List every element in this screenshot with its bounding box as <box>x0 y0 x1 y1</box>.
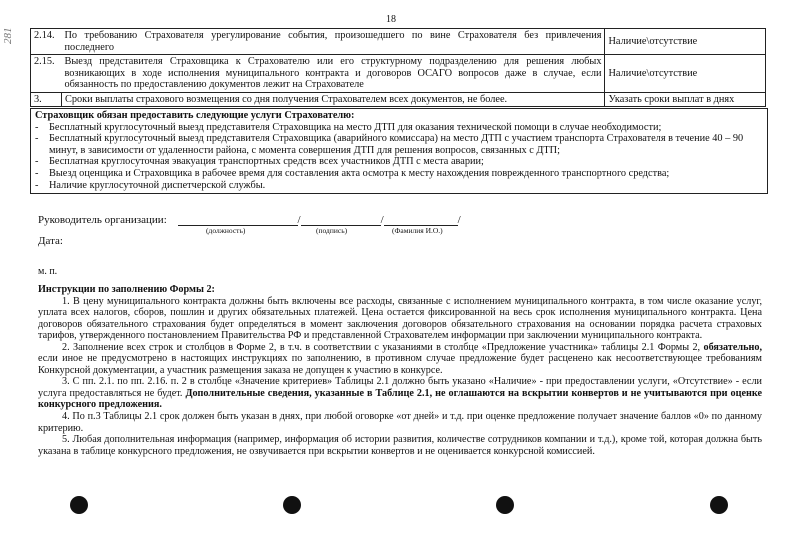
row-description: По требованию Страхователя урегулирование события, произошедшего по вине Страхователя без привлечения последнего <box>61 29 605 55</box>
caption-position: (должность) <box>206 226 246 235</box>
instruction-4: 4. По п.3 Таблицы 2.1 срок должен быть указан в днях, при любой оговорке «от дней» и т.д. при оценке предложение получает значение баллов «0» по данному критерию. <box>38 411 762 434</box>
signature-label: Руководитель организации: <box>38 214 167 226</box>
service-item: - Бесплатный круглосуточный выезд представителя Страховщика на место ДТП для оказания технической помощи в случае необходимости; <box>35 121 662 133</box>
signature-line: Руководитель организации: / / / <box>38 214 461 226</box>
instructions-heading: Инструкции по заполнению Формы 2: <box>38 284 215 295</box>
services-box <box>30 108 768 194</box>
row-number: 2.15. <box>31 55 62 93</box>
row-value: Указать сроки выплат в днях <box>605 92 766 107</box>
sign-blank <box>301 214 381 226</box>
instruction-1: 1. В цену муниципального контракта должны быть включены все расходы, связанные с исполнением муниципального контракта, в том числе оказание услуг, уплата всех налогов, сборов, пошлин и других обязательных платежей. Цена остается фиксированной на весь срок исполнения муниципального контракта. Цена договоров обязательного страхования будет определяться в момент заключения договоров обязательного страхования на основании порядка расчета страховых тарифов, утвержденного постановлением Правительства РФ и представленной Страхователем информации при заключении муниципального контракта. <box>38 295 762 342</box>
service-item: - Выезд оценщика и Страховщика в рабочее время для составления акта осмотра к месту нахождения поврежденного транспортного средства; <box>35 167 670 179</box>
punch-hole <box>496 496 514 514</box>
name-blank <box>384 214 458 226</box>
row-number: 3. <box>31 92 62 107</box>
date-label: Дата: <box>38 235 63 247</box>
service-item: - Бесплатный круглосуточный выезд представителя Страховщика (аварийного комиссара) на место ДТП с участием транспорта Страхователя в течение 40 – 90 минут, в зависимости от удаленности района, с момента совершения ДТП для решения вопросов, связанных с ДТП; <box>35 133 744 156</box>
instructions <box>38 284 762 457</box>
punch-holes <box>0 496 800 526</box>
service-item: - Бесплатная круглосуточная эвакуация транспортных средств всех участников ДТП с места аварии; <box>35 156 484 168</box>
service-item: - Наличие круглосуточной диспетчерской службы. <box>35 179 266 191</box>
position-blank <box>178 214 298 226</box>
instruction-5: 5. Любая дополнительная информация (например, информация об истории развития, количестве сотрудников компании и т.д.), кроме той, которая должна быть указана в таблице конкурсного предложения, не озвучивается при вскрытии конвертов и не оценивается конкурсной комиссией. <box>38 434 762 457</box>
margin-handwritten-number: 281 <box>2 27 14 44</box>
caption-name: (Фамилия И.О.) <box>392 226 443 235</box>
row-value: Наличие\отсутствие <box>605 55 766 93</box>
page-number: 18 <box>386 14 396 25</box>
punch-hole <box>283 496 301 514</box>
row-value: Наличие\отсутствие <box>605 29 766 55</box>
date-line <box>38 235 73 247</box>
table-row <box>31 29 766 55</box>
services-heading: Страховщик обязан предоставить следующие услуги Страхователю: <box>35 110 355 121</box>
caption-signature: (подпись) <box>316 226 348 235</box>
row-description: Сроки выплаты страхового возмещения со дня получения Страхователем всех документов, не более. <box>61 92 605 107</box>
table-row <box>31 92 766 107</box>
punch-hole <box>710 496 728 514</box>
criteria-table <box>30 28 766 107</box>
instruction-2: 2. Заполнение всех строк и столбцов в Форме 2, в т.ч. в соответствии с указаниями в столбце «Предложение участника» таблицы 2.1 Формы 2, обязательно, если иное не предусмотрено в настоящих инструкциях по заполнению, в противном случае предложение будет расценено как несоответствующее требованиям Конкурсной документации, а участник размещения заказа не допущен к участию в конкурсе. <box>38 341 762 376</box>
table-row <box>31 55 766 93</box>
row-number: 2.14. <box>31 29 62 55</box>
punch-hole <box>70 496 88 514</box>
instruction-3: 3. С пп. 2.1. по пп. 2.16. п. 2 в столбце «Значение критериев» Таблицы 2.1 должно быть указано «Наличие» - при предоставлении услуги, «Отсутствие» - если услуга предоставляться не будет. Дополнительные сведения, указанные в Таблице 2.1, не оглашаются на вскрытии конвертов и не учитываются при оценке конкурсного предложения. <box>38 376 762 411</box>
row-description: Выезд представителя Страховщика к Страхователю или его структурному подразделению для решения любых возникающих в ходе исполнения муниципального контракта и договоров ОСАГО вопросов даже в случае, если обязанность по предоставлению документов лежит на Страхователе <box>61 55 605 93</box>
stamp-place: м. п. <box>38 266 58 277</box>
